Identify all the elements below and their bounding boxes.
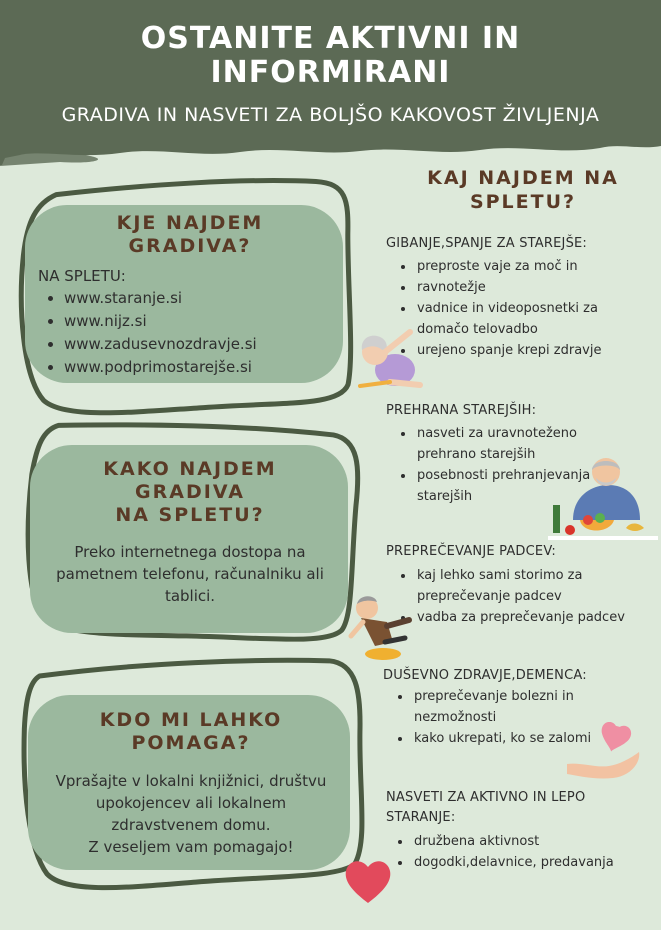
website-link[interactable]: • www.staranje.si bbox=[64, 287, 257, 310]
website-link[interactable]: • www.nijz.si bbox=[64, 310, 257, 333]
page-subtitle: GRADIVA IN NASVETI ZA BOLJŠO KAKOVOST ŽIVLJENJA bbox=[61, 104, 600, 126]
page-title: OSTANITE AKTIVNI IN INFORMIRANI bbox=[140, 21, 521, 90]
section-item: • preproste vaje za moč in bbox=[415, 256, 640, 277]
exercising-woman-icon bbox=[350, 320, 425, 392]
falling-man-icon bbox=[345, 590, 415, 662]
card2-title: KAKO NAJDEM GRADIVA NA SPLETU? bbox=[103, 458, 277, 526]
website-link[interactable]: • www.zadusevnozdravje.si bbox=[64, 333, 257, 356]
section-list bbox=[393, 256, 640, 361]
section-heading: GIBANJE,SPANJE ZA STAREJŠE: bbox=[386, 236, 588, 251]
section-heading: DUŠEVNO ZDRAVJE,DEMENCA: bbox=[383, 668, 587, 683]
heart-icon bbox=[342, 855, 394, 907]
section-heading: PREHRANA STAREJŠIH: bbox=[386, 403, 537, 418]
section-item: • družbena aktivnost bbox=[412, 831, 661, 852]
card3-body: Vprašajte v lokalni knjižnici, društvu upokojencev ali lokalnem zdravstvenem domu. Z veseljem vam pomagajo! bbox=[55, 772, 327, 856]
heart-hand-icon bbox=[565, 722, 643, 784]
section-heading: PREPREČEVANJE PADCEV: bbox=[386, 544, 556, 559]
section-item: • dogodki,delavnice, predavanja bbox=[412, 852, 661, 873]
section-item: • kaj lehko sami storimo za preprečevanje padcev bbox=[415, 565, 661, 607]
right-title: KAJ NAJDEM NA SPLETU? bbox=[427, 167, 619, 213]
header-banner bbox=[0, 0, 661, 165]
section-list bbox=[393, 565, 661, 628]
section-item: • vadba za preprečevanje padcev bbox=[415, 607, 661, 628]
online-label: NA SPLETU: bbox=[38, 267, 126, 285]
website-list bbox=[40, 287, 257, 379]
website-link[interactable]: • www.podprimostarejše.si bbox=[64, 356, 257, 379]
section-heading: NASVETI ZA AKTIVNO IN LEPO STARANJE: bbox=[386, 790, 586, 825]
section-item: • urejeno spanje krepi zdravje bbox=[415, 340, 640, 361]
card3-title: KDO MI LAHKO POMAGA? bbox=[99, 709, 283, 754]
cooking-man-icon bbox=[548, 450, 658, 545]
section-item: • posebnosti prehranjevanja starejših bbox=[415, 465, 620, 507]
card2-body: Preko internetnega dostopa na pametnem telefonu, računalniku ali tablici. bbox=[56, 543, 324, 605]
section-list bbox=[390, 831, 661, 873]
section-item: • nasveti za uravnoteženo prehrano starejših bbox=[415, 423, 620, 465]
section-item: • vadnice in videoposnetki za domačo telovadbo bbox=[415, 298, 640, 340]
section-item: • kako ukrepati, ko se zalomi bbox=[412, 728, 637, 749]
section-item: • preprečevanje bolezni in nezmožnosti bbox=[412, 686, 637, 728]
section-item: • ravnotežje bbox=[415, 277, 640, 298]
card1-title: KJE NAJDEM GRADIVA? bbox=[116, 212, 264, 257]
